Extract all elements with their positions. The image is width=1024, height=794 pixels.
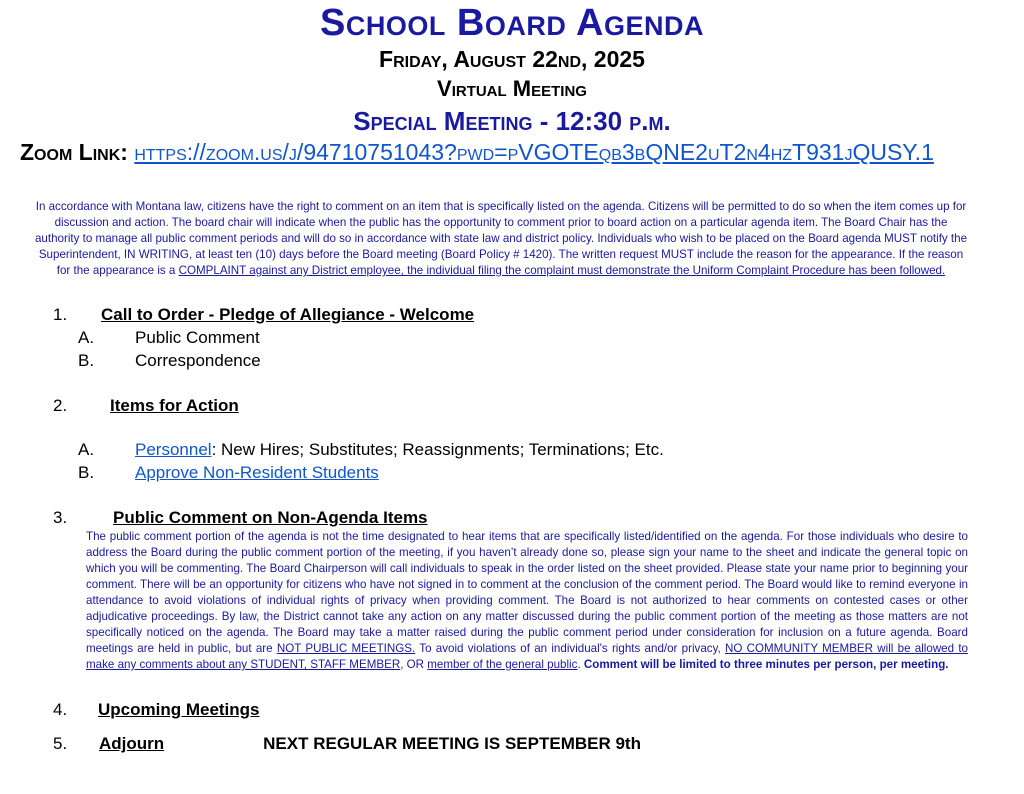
item-number: 3. [53,508,68,527]
public-comment-body [86,529,968,673]
public-comment-notice [34,199,968,279]
comment-text-3: , OR [400,658,428,671]
subitem-letter: A. [78,440,95,459]
non-resident-students-link[interactable]: Approve Non-Resident Students [135,463,379,482]
agenda-item-5 [53,734,753,754]
item-number: 1. [53,305,68,324]
agenda-item-2 [53,396,239,416]
agenda-item-4 [53,700,260,720]
comment-text-1: The public comment portion of the agenda is not the time designated to hear items that are specifically listed/identified on the agenda. For those individuals who desire to address the Board during the public comment portion of the meeting, if you haven’t already done so, please sign your name to the sheet and indicate the general topic on which you will be commenting. The Board Chairperson will call individuals to speak in the order listed on the sheet provided. Please state your name prior to beginning your comment. There will be an opportunity for citizens who have not signed in to comment at the conclusion of the comment period. The Board would like to remind everyone in attendance to avoid violations of individual rights of privacy when providing comment. The Board is not authorized to hear comments on contested cases or other adjudicative proceedings. By law, the District cannot take any action on any matter discussed during the public comment portion of the meeting as those matters are not specifically noticed on the agenda. The Board may take a matter raised during the public comment period under consideration for inclusion on a future agenda. Board meetings are held in public, but are [86,530,968,655]
page-title: School Board Agenda [320,2,704,44]
agenda-item-1 [53,305,474,325]
meeting-date: Friday, August 22nd, 2025 [379,46,645,72]
comment-text-4: . [577,658,584,671]
notice-text: In accordance with Montana law, citizens have the right to comment on an item that is specifically listed on the agenda. Citizens will be permitted to do so when the item comes up for discussion and action. The board chair will indicate when the public has the opportunity to comment prior to board action on a particular agenda item. The Board Chair has the authority to manage all public comment periods and will do so in accordance with state law and district policy. Individuals who wish to be placed on the Board agenda MUST notify the Superintendent, IN WRITING, at least ten (10) days before the Board meeting (Board Policy # 1420). The written request MUST include the reason for the appearance. If the reason for the appearance is a [34,200,968,277]
item-number: 2. [53,396,68,415]
item-heading: Public Comment on Non-Agenda Items [113,508,428,527]
personnel-link[interactable]: Personnel [135,440,212,459]
subitem-text: Public Comment [135,328,260,347]
next-meeting-note: NEXT REGULAR MEETING IS SEPTEMBER 9th [263,734,641,753]
item-heading: Items for Action [110,396,239,415]
subitem-2a [78,440,664,460]
subitem-letter: B. [78,351,95,370]
subitem-text: Correspondence [135,351,261,370]
zoom-link-line [20,139,1020,166]
subitem-letter: B. [78,463,95,482]
subitem-2b [78,463,379,483]
comment-text-2: To avoid violations of an individual's rights and/or privacy, [415,642,725,655]
zoom-link-label: Zoom Link: [20,139,128,165]
comment-underline-2: NO COMMUNITY MEMBER will be allowed to make any comments about any STUDENT, STAFF MEMBER [86,642,968,671]
item-heading: Upcoming Meetings [98,700,260,719]
special-meeting-time: Special Meeting - 12:30 p.m. [353,106,671,136]
comment-underline-1: NOT PUBLIC MEETINGS. [276,642,416,655]
comment-limit-bold: Comment will be limited to three minutes per person, per meeting. [583,658,949,671]
subitem-text: : New Hires; Substitutes; Reassignments; Terminations; Etc. [211,440,664,459]
zoom-link[interactable]: https://zoom.us/j/94710751043?pwd=pVGOTEqb3bQNE2uT2n4hzT931jQUSY.1 [134,139,934,165]
item-heading: Adjourn [99,734,165,753]
subitem-1a [78,328,260,348]
item-number: 4. [53,700,68,719]
item-heading: Call to Order - Pledge of Allegiance - Welcome [101,305,475,324]
comment-underline-3: member of the general public [427,658,578,671]
meeting-type: Virtual Meeting [437,76,587,101]
notice-complaint-underlined: COMPLAINT against any District employee, the individual filing the complaint must demonstrate the Uniform Complaint Procedure has been followed. [178,264,946,277]
subitem-letter: A. [78,328,95,347]
item-number: 5. [53,734,68,753]
agenda-item-3 [53,508,428,528]
subitem-1b [78,351,261,371]
